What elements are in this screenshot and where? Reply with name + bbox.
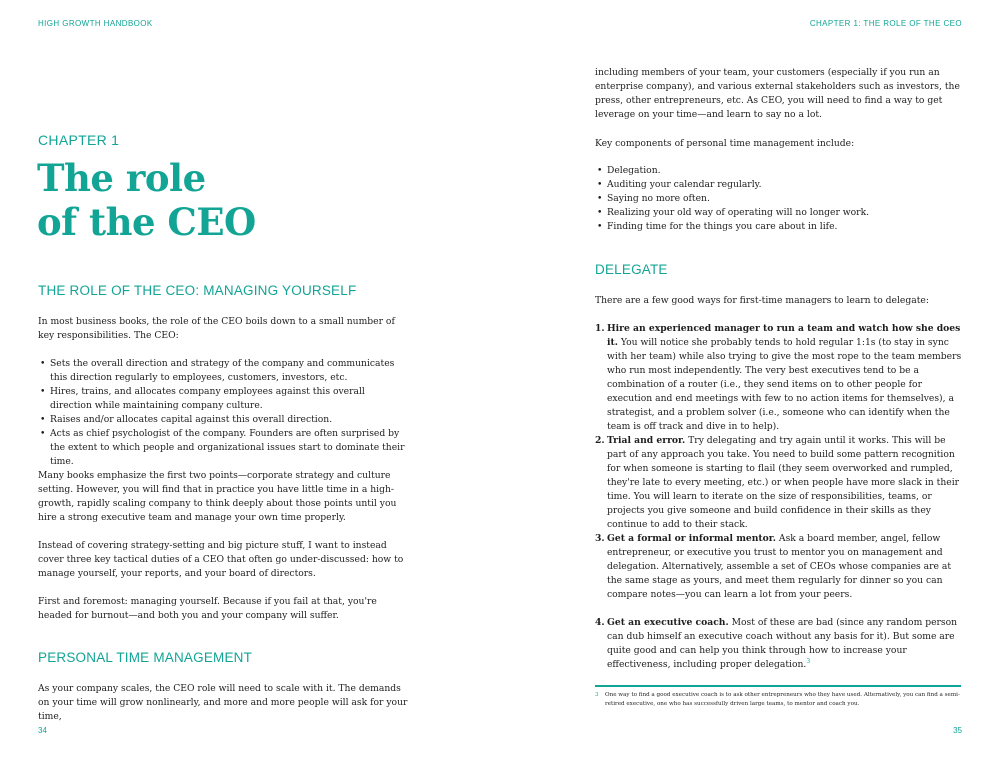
- footnote-mark: 3: [595, 692, 599, 698]
- ceo-responsibilities-list: [38, 357, 408, 469]
- list-item: • Sets the overall direction and strategy of the company and communicates this direction regularly to employees, customers, investors, etc.: [38, 357, 408, 385]
- delegation-item: [595, 532, 965, 602]
- item-text: Ask a board member, angel, fellow entrepreneur, or executive you trust to mentor you on management and delegation. Alternatively, assemble a set of CEOs whose companies are at the same stage as yours, and meet them regularly for dinner so you can compare notes—you can learn a lot from your peers.: [607, 533, 952, 600]
- time-management-components-list: [595, 164, 965, 234]
- running-head-right: CHAPTER 1: THE ROLE OF THE CEO: [809, 19, 962, 28]
- item-lead: Get an executive coach.: [607, 617, 729, 628]
- section-heading-time-management: PERSONAL TIME MANAGEMENT: [38, 650, 253, 665]
- footnote-reference[interactable]: 3: [806, 657, 811, 665]
- footnote: [595, 691, 961, 709]
- paragraph: Many books emphasize the first two points—corporate strategy and culture setting. However, you will find that in practice you have little time in a high-growth, rapidly scaling company to think deeply about those points until you hire a strong executive team and manage your own time properly.: [38, 470, 397, 523]
- item-number: 3.: [595, 533, 605, 544]
- item-number: 4.: [595, 617, 605, 628]
- paragraph: As your company scales, the CEO role will need to scale with it. The demands on your time will grow nonlinearly, and more and more people will ask for your time,: [38, 683, 408, 722]
- chapter-title-line2: of the CEO: [37, 200, 256, 244]
- paragraph: First and foremost: managing yourself. Because if you fail at that, you're headed for burnout—and both you and your company will suffer.: [38, 596, 377, 621]
- list-item: • Acts as chief psychologist of the company. Founders are often surprised by the extent to which people and organizational issues start to dominate their time.: [38, 427, 408, 469]
- item-lead: Get a formal or informal mentor.: [607, 533, 777, 544]
- chapter-title: [37, 156, 337, 244]
- running-head-left: HIGH GROWTH HANDBOOK: [38, 19, 153, 28]
- footnote-divider: [595, 685, 961, 687]
- chapter-title-line1: The role: [37, 156, 206, 200]
- delegation-item: [595, 616, 965, 672]
- list-item: • Realizing your old way of operating will no longer work.: [595, 206, 965, 220]
- list-item: • Saying no more often.: [595, 192, 965, 206]
- paragraph: There are a few good ways for first-time managers to learn to delegate:: [595, 295, 929, 306]
- item-text: Try delegating and try again until it works. This will be part of any approach you take. You need to build some pattern recognition for when someone is starting to flail (they seem overworked and rumpled, they're late to every meeting, etc.) or when people have more slack in their time. You will learn to iterate on the size of responsibilities, teams, or projects you give someone and build confidence in their skills as they continue to add to their stack.: [607, 435, 960, 530]
- chapter-label: CHAPTER 1: [38, 132, 120, 148]
- list-item: • Auditing your calendar regularly.: [595, 178, 965, 192]
- list-item: • Hires, trains, and allocates company employees against this overall direction while maintaining company culture.: [38, 385, 408, 413]
- list-item: • Finding time for the things you care about in life.: [595, 220, 965, 234]
- page-number-left: 34: [38, 726, 47, 735]
- paragraph: Key components of personal time management include:: [595, 138, 855, 149]
- item-text: You will notice she probably tends to hold regular 1:1s (to stay in sync with her team) while also trying to give the most rope to the team members who run most independently. The very best executives tend to be a combination of a router (i.e., they send items on to other people for execution and end meetings with few to no action items for themselves), a strategist, and a problem solver (i.e., someone who can identify when the team is off track and dive in to help).: [607, 337, 962, 432]
- paragraph: including members of your team, your customers (especially if you run an enterprise company), and various external stakeholders such as investors, the press, other entrepreneurs, etc. As CEO, you will need to find a way to get leverage on your time—and learn to say no a lot.: [595, 67, 960, 120]
- delegation-item: [595, 322, 965, 434]
- page-number-right: 35: [953, 726, 962, 735]
- section-heading-delegate: DELEGATE: [595, 262, 668, 277]
- item-number: 1.: [595, 323, 605, 334]
- paragraph: Instead of covering strategy-setting and big picture stuff, I want to instead cover three key tactical duties of a CEO that often go under-discussed: how to manage yourself, your reports, and your board of directors.: [38, 540, 404, 579]
- delegation-item: [595, 434, 965, 532]
- list-item: • Delegation.: [595, 164, 965, 178]
- section-heading-managing-yourself: THE ROLE OF THE CEO: MANAGING YOURSELF: [38, 283, 357, 298]
- paragraph: In most business books, the role of the CEO boils down to a small number of key responsibilities. The CEO:: [38, 316, 395, 341]
- item-lead: Trial and error.: [607, 435, 686, 446]
- item-number: 2.: [595, 435, 605, 446]
- item-text: Most of these are bad (since any random person can dub himself an executive coach without any basis for it). But some are quite good and can help you think through how to increase your effectiveness, including proper delegation.: [607, 617, 958, 670]
- item-lead: Hire an experienced manager to run a team and watch how she does it.: [607, 323, 961, 348]
- list-item: • Raises and/or allocates capital against this overall direction.: [38, 413, 408, 427]
- footnote-text: One way to find a good executive coach is to ask other entrepreneurs who they have used. Alternatively, you can find a semi-retired executive, one who has successfully driven large teams, to mentor and coach you.: [605, 692, 960, 707]
